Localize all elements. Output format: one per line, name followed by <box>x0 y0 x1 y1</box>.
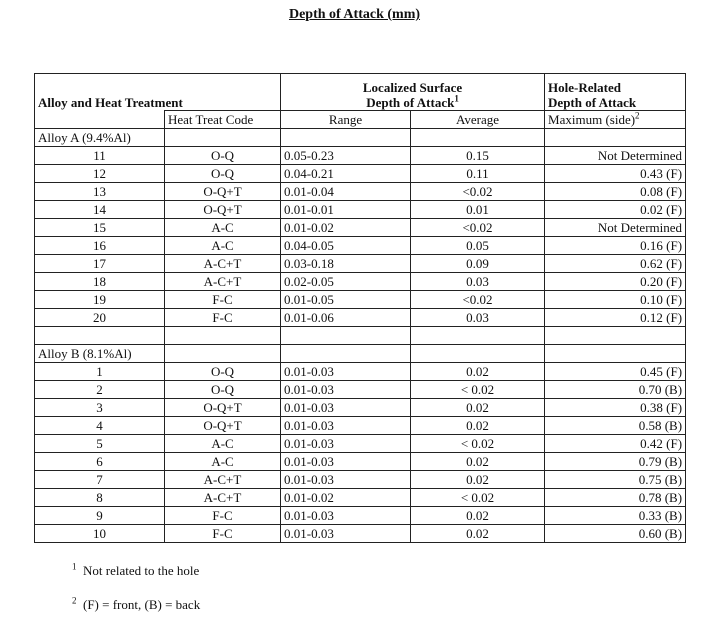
depth-average: 0.02 <box>411 453 545 471</box>
sample-id: 20 <box>35 309 165 327</box>
depth-maximum: 0.78 (B) <box>545 489 686 507</box>
alloy-group-label: Alloy B (8.1%Al) <box>35 345 165 363</box>
table-row <box>35 219 686 237</box>
empty-cell <box>281 129 411 147</box>
table-row <box>35 489 686 507</box>
depth-maximum: 0.43 (F) <box>545 165 686 183</box>
depth-average: <0.02 <box>411 183 545 201</box>
page-title: Depth of Attack (mm) <box>288 7 421 22</box>
header-row <box>35 74 686 111</box>
sample-id: 8 <box>35 489 165 507</box>
header-hole-line1: Hole-Related <box>548 80 621 95</box>
sample-id: 7 <box>35 471 165 489</box>
heat-treat-code: O-Q+T <box>165 183 281 201</box>
heat-treat-code: O-Q <box>165 147 281 165</box>
depth-average: 0.02 <box>411 399 545 417</box>
empty-cell <box>545 129 686 147</box>
empty-cell <box>411 129 545 147</box>
depth-average: 0.02 <box>411 471 545 489</box>
group-row <box>35 345 686 363</box>
table-row <box>35 147 686 165</box>
table-row <box>35 273 686 291</box>
heat-treat-code: A-C+T <box>165 489 281 507</box>
sample-id: 3 <box>35 399 165 417</box>
header-alloy-heat-treatment <box>35 74 281 111</box>
depth-maximum: Not Determined <box>545 147 686 165</box>
table-row <box>35 201 686 219</box>
depth-maximum: 0.08 (F) <box>545 183 686 201</box>
empty-cell <box>281 327 411 345</box>
depth-average: 0.01 <box>411 201 545 219</box>
header-alloy-label: Alloy and Heat Treatment <box>38 95 183 110</box>
heat-treat-code: A-C+T <box>165 471 281 489</box>
empty-cell <box>411 327 545 345</box>
depth-average: 0.02 <box>411 417 545 435</box>
heat-treat-code: A-C <box>165 219 281 237</box>
depth-average: 0.02 <box>411 507 545 525</box>
depth-average: < 0.02 <box>411 381 545 399</box>
sample-id: 18 <box>35 273 165 291</box>
table-row <box>35 453 686 471</box>
group-row <box>35 129 686 147</box>
depth-range: 0.01-0.01 <box>281 201 411 219</box>
footnote-1 <box>72 563 199 579</box>
table-row <box>35 381 686 399</box>
depth-maximum: 0.60 (B) <box>545 525 686 543</box>
sample-id: 2 <box>35 381 165 399</box>
depth-range: 0.03-0.18 <box>281 255 411 273</box>
depth-range: 0.01-0.06 <box>281 309 411 327</box>
table-row <box>35 237 686 255</box>
empty-cell <box>411 345 545 363</box>
footnote-ref-1: 1 <box>454 93 459 104</box>
sample-id: 9 <box>35 507 165 525</box>
depth-average: 0.02 <box>411 525 545 543</box>
heat-treat-code: F-C <box>165 507 281 525</box>
heat-treat-code: F-C <box>165 309 281 327</box>
sample-id: 15 <box>35 219 165 237</box>
sample-id: 10 <box>35 525 165 543</box>
depth-range: 0.01-0.03 <box>281 363 411 381</box>
empty-cell <box>165 345 281 363</box>
depth-range: 0.01-0.03 <box>281 471 411 489</box>
heat-treat-code: A-C <box>165 453 281 471</box>
subheader-range: Range <box>281 111 411 129</box>
table-row <box>35 525 686 543</box>
heat-treat-code: O-Q+T <box>165 399 281 417</box>
depth-maximum: 0.42 (F) <box>545 435 686 453</box>
depth-range: 0.01-0.02 <box>281 219 411 237</box>
heat-treat-code: A-C+T <box>165 255 281 273</box>
empty-cell <box>35 327 165 345</box>
footnote-2 <box>72 597 200 613</box>
depth-average: 0.03 <box>411 273 545 291</box>
empty-cell <box>281 345 411 363</box>
table-row <box>35 435 686 453</box>
heat-treat-code: O-Q+T <box>165 417 281 435</box>
depth-range: 0.01-0.03 <box>281 525 411 543</box>
depth-maximum: 0.70 (B) <box>545 381 686 399</box>
table-row <box>35 507 686 525</box>
table-row <box>35 363 686 381</box>
heat-treat-code: O-Q <box>165 363 281 381</box>
alloy-group-label: Alloy A (9.4%Al) <box>35 129 165 147</box>
depth-range: 0.05-0.23 <box>281 147 411 165</box>
subheader-maximum-text: Maximum (side) <box>548 112 636 127</box>
depth-average: 0.11 <box>411 165 545 183</box>
footnote-mark-2: 2 <box>72 595 77 606</box>
table-row <box>35 399 686 417</box>
header-localized-line1: Localized Surface <box>362 80 463 95</box>
sample-id: 1 <box>35 363 165 381</box>
depth-range: 0.01-0.03 <box>281 507 411 525</box>
depth-range: 0.01-0.03 <box>281 417 411 435</box>
depth-average: < 0.02 <box>411 489 545 507</box>
empty-cell <box>545 345 686 363</box>
depth-average: <0.02 <box>411 291 545 309</box>
depth-of-attack-table <box>34 73 686 543</box>
sample-id: 4 <box>35 417 165 435</box>
heat-treat-code: A-C <box>165 237 281 255</box>
depth-average: 0.15 <box>411 147 545 165</box>
depth-maximum: 0.20 (F) <box>545 273 686 291</box>
sample-id: 17 <box>35 255 165 273</box>
header-localized-line2 <box>284 95 541 110</box>
table-row <box>35 309 686 327</box>
depth-range: 0.04-0.05 <box>281 237 411 255</box>
subheader-heat-treat-code: Heat Treat Code <box>165 111 281 129</box>
depth-range: 0.02-0.05 <box>281 273 411 291</box>
sample-id: 16 <box>35 237 165 255</box>
sample-id: 14 <box>35 201 165 219</box>
depth-range: 0.01-0.02 <box>281 489 411 507</box>
depth-maximum: 0.16 (F) <box>545 237 686 255</box>
empty-cell <box>165 327 281 345</box>
depth-maximum: 0.62 (F) <box>545 255 686 273</box>
table-row <box>35 417 686 435</box>
depth-range: 0.01-0.05 <box>281 291 411 309</box>
heat-treat-code: A-C <box>165 435 281 453</box>
table-row <box>35 291 686 309</box>
depth-maximum: 0.75 (B) <box>545 471 686 489</box>
depth-range: 0.01-0.03 <box>281 381 411 399</box>
header-localized-text: Depth of Attack <box>366 95 455 110</box>
table-row <box>35 471 686 489</box>
depth-maximum: 0.02 (F) <box>545 201 686 219</box>
subheader-blank <box>35 111 165 129</box>
depth-average: 0.03 <box>411 309 545 327</box>
subheader-average: Average <box>411 111 545 129</box>
heat-treat-code: F-C <box>165 291 281 309</box>
depth-maximum: 0.38 (F) <box>545 399 686 417</box>
sample-id: 5 <box>35 435 165 453</box>
depth-average: <0.02 <box>411 219 545 237</box>
depth-range: 0.01-0.04 <box>281 183 411 201</box>
depth-range: 0.04-0.21 <box>281 165 411 183</box>
depth-maximum: 0.12 (F) <box>545 309 686 327</box>
depth-average: 0.05 <box>411 237 545 255</box>
empty-cell <box>165 129 281 147</box>
footnote-text-2: (F) = front, (B) = back <box>83 597 201 612</box>
sample-id: 6 <box>35 453 165 471</box>
heat-treat-code: F-C <box>165 525 281 543</box>
footnote-mark-1: 1 <box>72 561 77 572</box>
footnote-text-1: Not related to the hole <box>83 563 200 578</box>
depth-maximum: Not Determined <box>545 219 686 237</box>
header-hole-related <box>545 74 686 111</box>
footnote-ref-2: 2 <box>635 110 640 121</box>
header-hole-line2: Depth of Attack <box>548 95 637 110</box>
depth-maximum: 0.58 (B) <box>545 417 686 435</box>
depth-average: 0.02 <box>411 363 545 381</box>
depth-range: 0.01-0.03 <box>281 435 411 453</box>
depth-maximum: 0.45 (F) <box>545 363 686 381</box>
table-row <box>35 255 686 273</box>
heat-treat-code: A-C+T <box>165 273 281 291</box>
header-localized <box>281 74 545 111</box>
empty-cell <box>545 327 686 345</box>
depth-maximum: 0.79 (B) <box>545 453 686 471</box>
depth-average: 0.09 <box>411 255 545 273</box>
subheader-maximum <box>545 111 686 129</box>
sample-id: 12 <box>35 165 165 183</box>
table-row <box>35 183 686 201</box>
heat-treat-code: O-Q <box>165 165 281 183</box>
heat-treat-code: O-Q+T <box>165 201 281 219</box>
subheader-row <box>35 111 686 129</box>
table-row <box>35 165 686 183</box>
sample-id: 11 <box>35 147 165 165</box>
depth-range: 0.01-0.03 <box>281 453 411 471</box>
sample-id: 13 <box>35 183 165 201</box>
depth-maximum: 0.33 (B) <box>545 507 686 525</box>
depth-maximum: 0.10 (F) <box>545 291 686 309</box>
spacer-row <box>35 327 686 345</box>
depth-range: 0.01-0.03 <box>281 399 411 417</box>
sample-id: 19 <box>35 291 165 309</box>
depth-average: < 0.02 <box>411 435 545 453</box>
heat-treat-code: O-Q <box>165 381 281 399</box>
